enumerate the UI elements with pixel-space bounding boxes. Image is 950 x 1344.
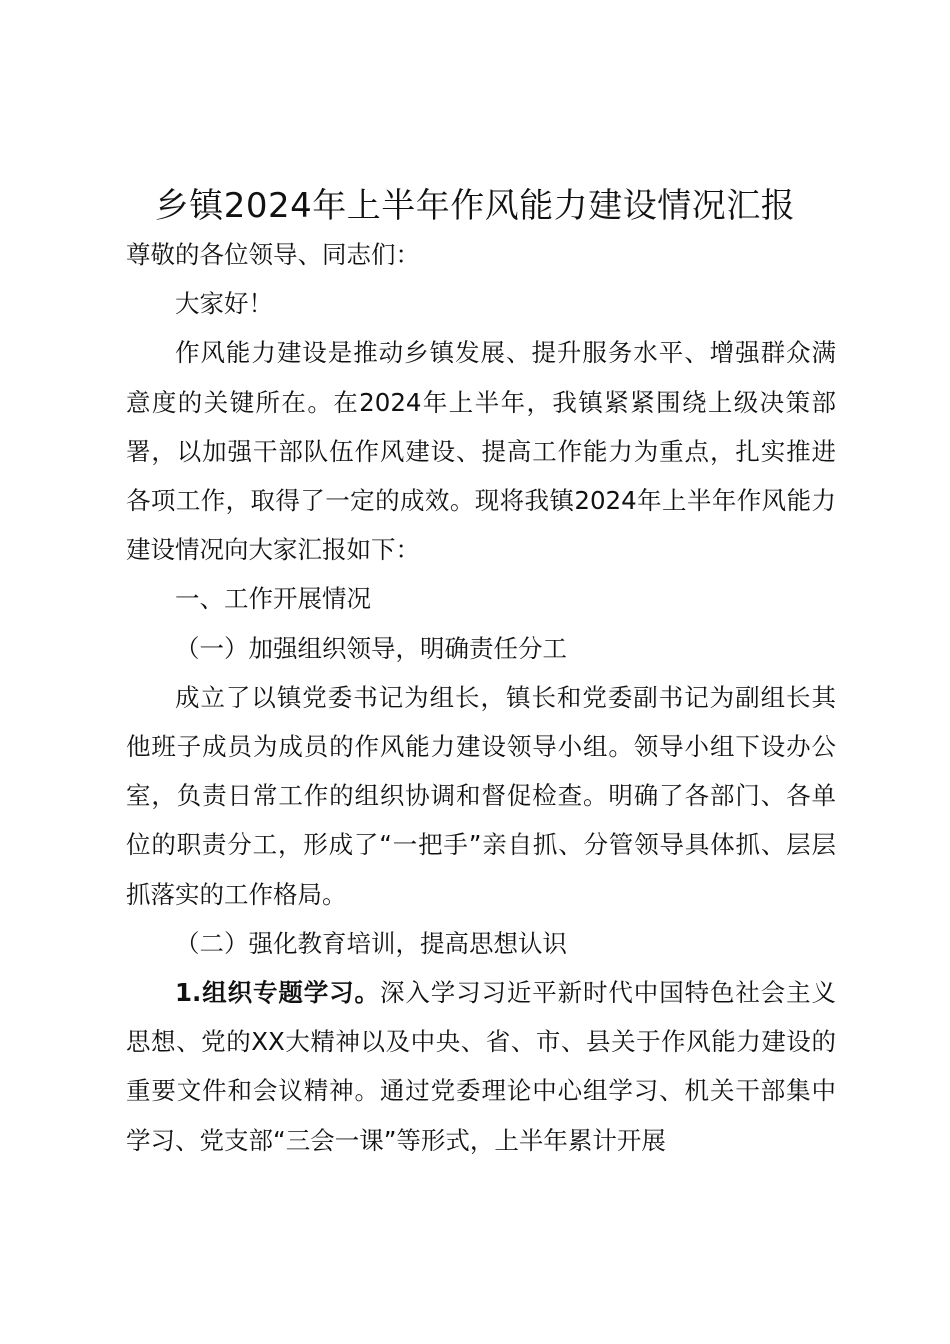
greeting: 大家好！	[175, 289, 273, 319]
subsection-heading-training: （二）强化教育培训，提高思想认识	[175, 928, 567, 958]
document-body	[126, 230, 836, 1165]
subsection-heading-organization: （一）加强组织领导，明确责任分工	[175, 633, 567, 663]
item-paragraph-study	[126, 968, 836, 1165]
section-heading-work-progress: 一、工作开展情况	[175, 584, 371, 614]
item-lead-study: 1.组织专题学习。	[175, 978, 380, 1008]
salutation: 尊敬的各位领导、同志们：	[126, 240, 420, 269]
document-title: 乡镇2024年上半年作风能力建设情况汇报	[154, 186, 796, 226]
subsection-paragraph-organization: 成立了以镇党委书记为组长，镇长和党委副书记为副组长其他班子成员为成员的作风能力建设领导小组。领导小组下设办公室，负责日常工作的组织协调和督促检查。明确了各部门、各单位的职责分工，形成了“一把手”亲自抓、分管领导具体抓、层层抓落实的工作格局。	[126, 682, 836, 909]
intro-paragraph: 作风能力建设是推动乡镇发展、提升服务水平、增强群众满意度的关键所在。在2024年上半年，我镇紧紧围绕上级决策部署，以加强干部队伍作风建设、提高工作能力为重点，扎实推进各项工作，取得了一定的成效。现将我镇2024年上半年作风能力建设情况向大家汇报如下：	[126, 338, 836, 565]
item-body-study: 深入学习习近平新时代中国特色社会主义思想、党的XX大精神以及中央、省、市、县关于作风能力建设的重要文件和会议精神。通过党委理论中心组学习、机关干部集中学习、党支部“三会一课”等形式，上半年累计开展	[126, 978, 837, 1155]
